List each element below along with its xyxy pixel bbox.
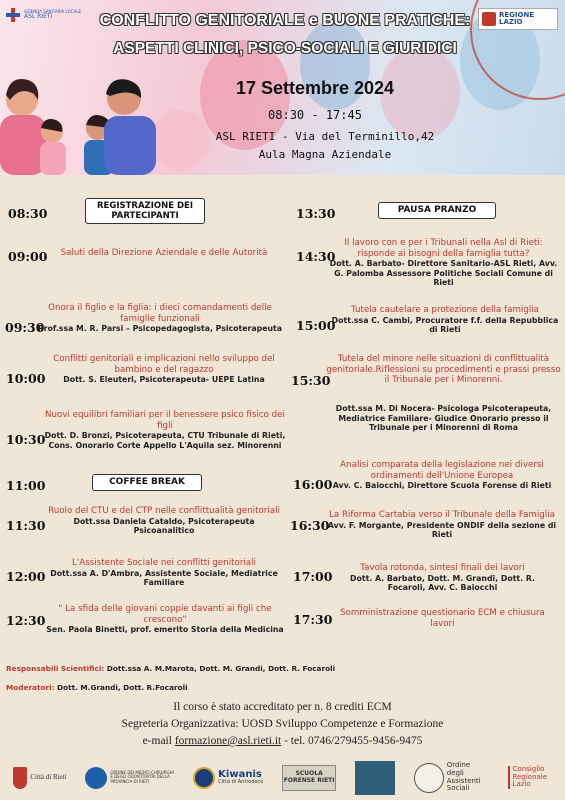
event-venue-address: ASL RIETI - Via del Terminillo,42	[215, 130, 435, 143]
organizing-secretariat: Segreteria Organizzativa: UOSD Sviluppo Competenze e Formazione	[121, 718, 444, 730]
city-crest-icon	[13, 767, 27, 789]
session-title: Somministrazione questionario ECM e chiusura lavori	[340, 608, 545, 629]
coffee-break-badge: COFFEE BREAK	[92, 474, 202, 491]
schedule-time: 11:30	[6, 518, 46, 533]
regione-line1: REGIONE	[499, 10, 535, 19]
schedule-item	[48, 248, 280, 259]
schedule-time: 10:00	[6, 371, 46, 386]
phone-text: - tel. 0746/279455-9456-9475	[281, 735, 423, 747]
session-title: Saluti della Direzione Aziendale e delle Autorità	[60, 248, 268, 258]
session-title: Ruolo del CTU e del CTP nelle conflittualità genitoriali	[48, 506, 280, 516]
schedule-item	[325, 238, 562, 288]
moderators-label: Moderatori:	[6, 683, 55, 692]
assistenti-emblem-icon	[414, 763, 444, 793]
kiwanis-sublabel: Città di Antrodoco	[218, 779, 264, 786]
schedule-time: 12:00	[6, 569, 46, 584]
ordine-assistenti-logo	[414, 762, 489, 793]
schedule-item	[330, 608, 555, 629]
session-speaker: Dott. S. Eleuteri, Psicoterapeuta- UEPE Latina	[63, 375, 265, 385]
registration-badge: REGISTRAZIONE DEI PARTECIPANTI	[85, 198, 205, 224]
ecm-credits-note: Il corso è stato accreditato per n. 8 crediti ECM	[173, 701, 392, 713]
regione-line2: LAZIO	[499, 18, 523, 26]
session-speaker: Sen. Paola Binetti, prof. emerito Storia della Medicina	[46, 625, 284, 635]
schedule-item	[48, 354, 280, 385]
schedule-item	[48, 506, 280, 536]
schedule-item	[322, 510, 562, 540]
schedule-time: 17:30	[293, 612, 333, 627]
asl-rieti-logo	[6, 8, 81, 22]
consiglio-regionale-logo	[508, 766, 552, 789]
kiwanis-label: Kiwanis	[218, 769, 262, 781]
citta-label: Città di Rieti	[30, 772, 67, 781]
schedule-item	[42, 410, 288, 450]
email-prefix: e-mail	[142, 735, 175, 747]
event-title-line2: ASPETTI CLINICI, PSICO-SOCIALI E GIURIDICI	[113, 40, 457, 57]
consiglio-label: Consiglio Regionale Lazio	[508, 766, 552, 789]
schedule-time: 16:30	[290, 518, 330, 533]
citta-di-rieti-logo	[13, 767, 66, 789]
schedule-item	[330, 305, 560, 335]
schedule-time: 08:30	[8, 206, 48, 221]
session-title: La Riforma Cartabia verso il Tribunale della Famiglia	[329, 510, 555, 520]
schedule-item-speaker-block	[325, 404, 562, 433]
contact-line	[0, 735, 565, 747]
schedule-time: 11:00	[6, 478, 46, 493]
schedule-item	[40, 604, 290, 635]
scuola-forense-logo	[282, 765, 336, 791]
schedule-time: 15:00	[296, 318, 336, 333]
kiwanis-logo	[193, 767, 263, 789]
session-speaker: Dott. A. Barbato- Direttore Sanitario-ASL Rieti, Avv. G. Palomba Assessore Politiche Sociali Comune di Rieti	[329, 259, 558, 288]
regione-lazio-logo	[478, 8, 558, 30]
ordine-medici-logo	[85, 767, 174, 789]
event-time: 08:30 - 17:45	[268, 108, 362, 122]
schedule-time: 10:30	[6, 432, 46, 447]
schedule-item	[322, 460, 562, 491]
event-venue-room: Aula Magna Aziendale	[258, 148, 392, 161]
session-speaker: Dott.ssa Daniela Cataldo, Psicoterapeuta Psicoanalitico	[73, 516, 255, 536]
schedule-item	[35, 303, 285, 334]
event-title-line1: CONFLITTO GENITORIALE e BUONE PRATICHE:	[99, 12, 471, 29]
schedule-time: 13:30	[296, 206, 336, 221]
event-date: 17 Settembre 2024	[235, 78, 395, 98]
moderators	[6, 683, 188, 692]
session-speaker: Dott. D. Bronzi, Psicoterapeuta, CTU Tribunale di Rieti, Cons. Onorario Corte Appello L'Aquila sez. Minorenni	[44, 431, 286, 450]
schedule-time: 15:30	[291, 373, 331, 388]
session-speaker: Prof.ssa M. R. Parsi – Psicopedagogista, Psicoterapeuta	[37, 324, 283, 334]
schedule-time: 16:00	[293, 477, 333, 492]
schedule-time: 09:30	[5, 320, 45, 335]
session-title: Il lavoro con e per i Tribunali nella Asl di Rieti: risponde ai bisogni della famiglia tutta?	[344, 238, 543, 259]
session-speaker: Dott.ssa M. Di Nocera- Psicologa Psicoterapeuta, Mediatrice Familiare- Giudice Onorario presso il Tribunale per i Minorenni di Roma	[335, 404, 552, 432]
session-title: Onora il figlio e la figlia: i dieci comandamenti delle famiglie funzionali	[48, 303, 272, 324]
schedule-time: 14:30	[296, 249, 336, 264]
moderators-names: Dott. M.Grandi, Dott. R.Focaroli	[57, 683, 188, 692]
scientific-leads	[6, 664, 335, 673]
session-title: Nuovi equilibri familiari per il benessere psico fisico dei figli	[45, 410, 285, 431]
session-speaker: Avv. F. Morgante, Presidente ONDIF della sezione di Rieti	[327, 520, 557, 540]
schedule-item	[325, 354, 562, 386]
ordine-assistenti-label: Ordine degli Assistenti Sociali	[446, 761, 481, 793]
scientific-leads-label: Responsabili Scientifici:	[6, 664, 105, 673]
schedule-item	[48, 558, 280, 588]
schedule-item	[330, 563, 555, 593]
sponsor-logos	[0, 755, 565, 800]
asl-logo-small-text: AZIENDA SANITARIA LOCALE	[24, 8, 82, 14]
session-speaker: Dott. A. Barbato, Dott. M. Grandi, Dott. R. Focaroli, Avv. C. Baiocchi	[350, 573, 535, 593]
asl-logo-name: ASL RIETI	[24, 12, 53, 20]
caduceus-icon	[85, 767, 107, 789]
schedule-time: 09:00	[8, 249, 48, 264]
session-title: " La sfida delle giovani coppie davanti ai figli che crescono"	[58, 604, 272, 625]
email-link[interactable]: formazione@asl.rieti.it	[174, 735, 282, 747]
schedule-time: 17:00	[293, 569, 333, 584]
scuola-forense-label: SCUOLA FORENSE RIETI	[282, 765, 336, 791]
session-title: Conflitti genitoriali e implicazioni nello sviluppo del bambino e del ragazzo	[53, 354, 275, 375]
building-logo	[355, 761, 395, 795]
session-title: Tutela cautelare a protezione della famiglia	[351, 305, 539, 315]
session-title: Analisi comparata della legislazione nei diversi ordinamenti dell'Unione Europea	[340, 460, 544, 481]
session-speaker: Dott.ssa C. Cambi, Procuratore f.f. della Repubblica di Rieti	[331, 315, 559, 335]
scientific-leads-names: Dott.ssa A. M.Marota, Dott. M. Grandi, Dott. R. Focaroli	[106, 664, 336, 673]
session-speaker: Avv. C. Baiocchi, Direttore Scuola Forense di Rieti	[332, 481, 552, 491]
building-icon	[355, 761, 395, 795]
session-title: Tavola rotonda, sintesi finali dei lavori	[360, 563, 525, 573]
cross-icon	[6, 8, 20, 22]
lunch-break-badge: PAUSA PRANZO	[378, 202, 496, 219]
schedule-time: 12:30	[6, 613, 46, 628]
ordine-medici-label: ORDINE DEI MEDICI-CHIRURGHI E DEGLI ODONTOIATRI DELLA PROVINCIA DI RIETI	[110, 769, 174, 784]
session-title: Tutela del minore nelle situazioni di conflittualità genitoriale.Riflessioni su procedimenti e prassi presso il Tribunale per i Minorenni.	[326, 354, 561, 386]
session-title: L'Assistente Sociale nei conflitti genitoriali	[72, 558, 256, 568]
kiwanis-emblem-icon	[193, 767, 215, 789]
session-speaker: Dott.ssa A. D'Ambra, Assistente Sociale, Mediatrice Familiare	[50, 568, 278, 588]
header-banner	[0, 0, 565, 175]
